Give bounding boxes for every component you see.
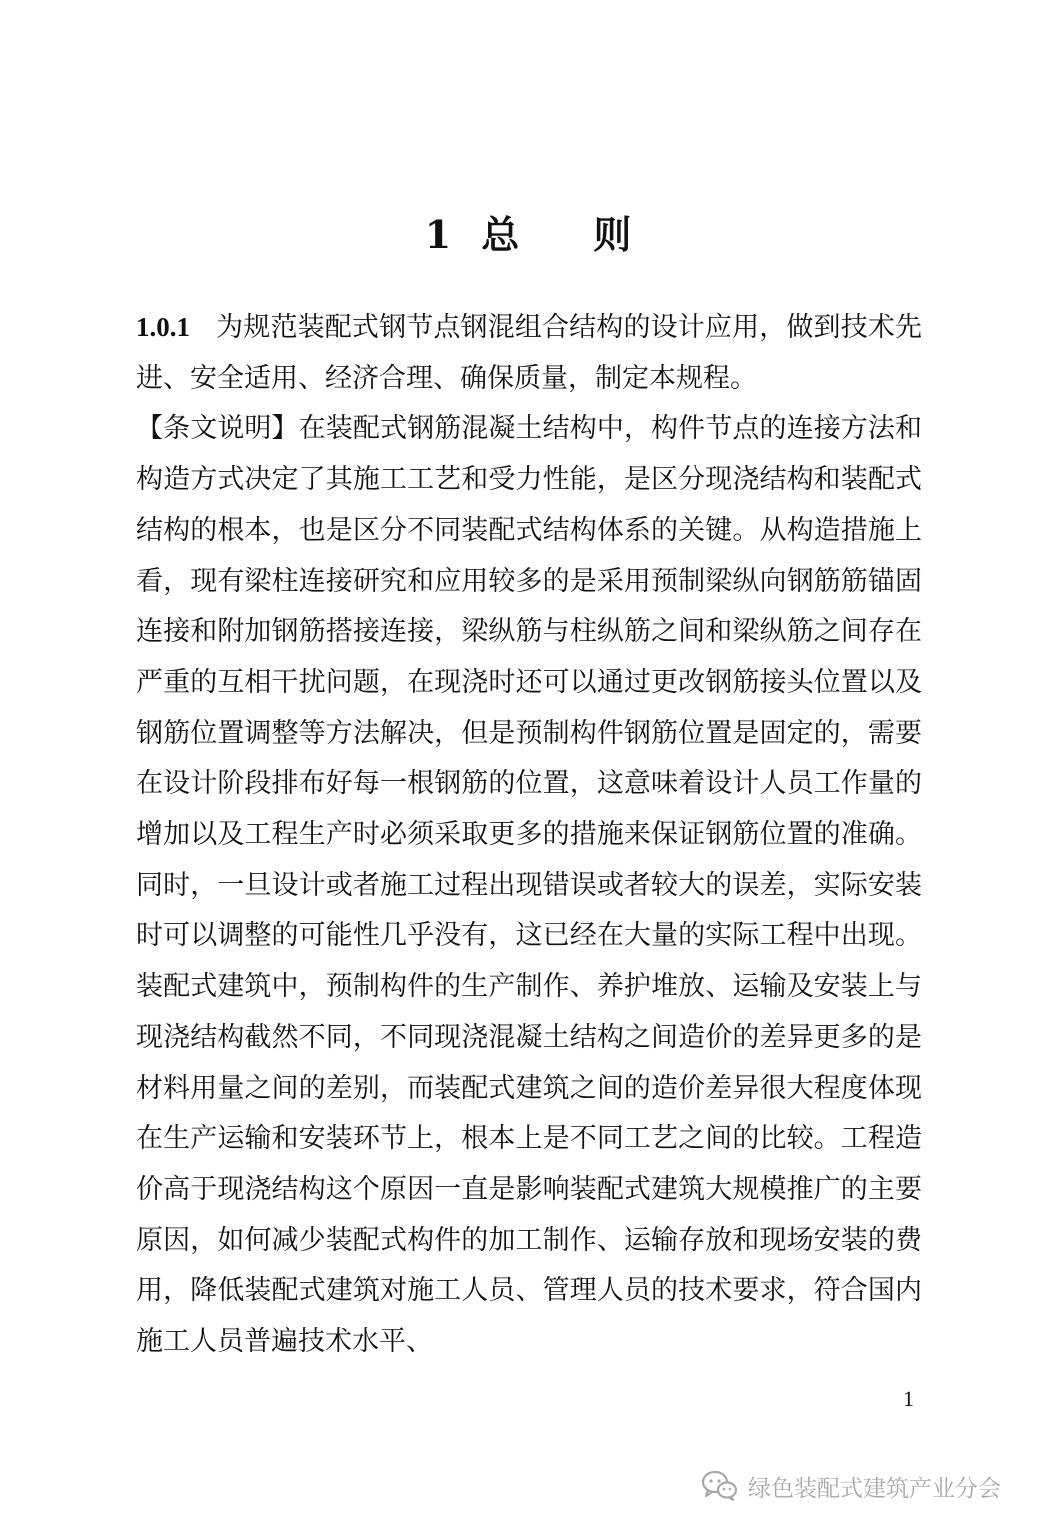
- clause-number: 1.0.1: [136, 312, 190, 342]
- chapter-number: 1: [424, 212, 454, 257]
- watermark-text: 绿色装配式建筑产业分会: [748, 1475, 1001, 1502]
- watermark: [700, 1466, 1001, 1506]
- chapter-title-char-1: 总: [481, 212, 522, 257]
- body-text: [136, 302, 922, 1368]
- page-number: 1: [903, 1386, 914, 1411]
- wechat-icon: [700, 1469, 738, 1503]
- chapter-title-char-2: 则: [593, 212, 634, 257]
- explanation-label: 【条文说明】: [136, 413, 299, 445]
- chapter-title: [0, 205, 1058, 265]
- clause-text: 为规范装配式钢节点钢混组合结构的设计应用，做到技术先进、安全适用、经济合理、确保质量，制定本规程。: [136, 312, 922, 394]
- explanation-text: 在装配式钢筋混凝土结构中，构件节点的连接方法和构造方式决定了其施工工艺和受力性能，是区分现浇结构和装配式结构的根本，也是区分不同装配式结构体系的关键。从构造措施上看，现有梁柱连接研究和应用较多的是采用预制梁纵向钢筋筋锚固连接和附加钢筋搭接连接，梁纵筋与柱纵筋之间和梁纵筋之间存在严重的互相干扰问题，在现浇时还可以通过更改钢筋接头位置以及钢筋位置调整等方法解决，但是预制构件钢筋位置是固定的，需要在设计阶段排布好每一根钢筋的位置，这意味着设计人员工作量的增加以及工程生产时必须采取更多的措施来保证钢筋位置的准确。同时，一旦设计或者施工过程出现错误或者较大的误差，实际安装时可以调整的可能性几乎没有，这已经在大量的实际工程中出现。装配式建筑中，预制构件的生产制作、养护堆放、运输及安装上与现浇结构截然不同，不同现浇混凝土结构之间造价的差异更多的是材料用量之间的差别，而装配式建筑之间的造价差异很大程度体现在生产运输和安装环节上，根本上是不同工艺之间的比较。工程造价高于现浇结构这个原因一直是影响装配式建筑大规模推广的主要原因，如何减少装配式构件的加工制作、运输存放和现场安装的费用，降低装配式建筑对施工人员、管理人员的技术要求，符合国内施工人员普遍技术水平、: [136, 413, 923, 1358]
- clause-paragraph: [136, 302, 922, 404]
- explanation-paragraph: [136, 404, 922, 1367]
